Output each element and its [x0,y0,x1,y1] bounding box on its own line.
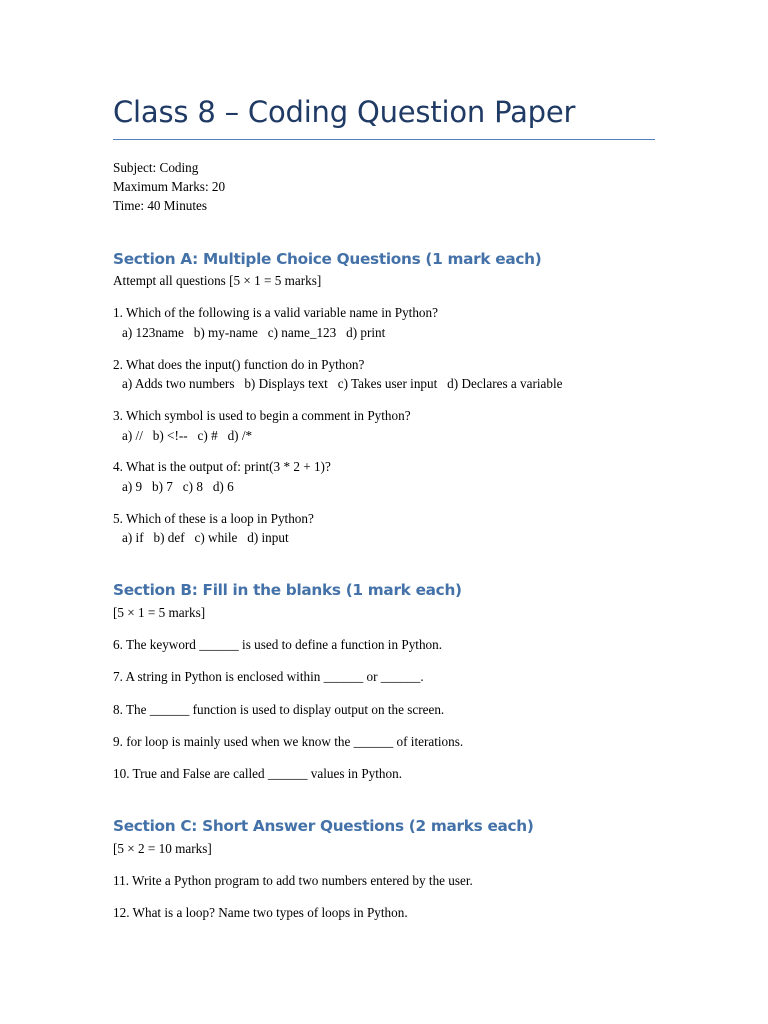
question-5-options: a) if b) def c) while d) input [122,530,289,545]
question-10: 10. True and False are called ______ values in Python. [113,766,402,781]
max-marks-line: Maximum Marks: 20 [113,179,226,194]
title-divider [113,139,655,140]
section-b-heading: Section B: Fill in the blanks (1 mark each) [113,581,462,599]
question-8: 8. The ______ function is used to display output on the screen. [113,702,445,717]
question-1-options: a) 123name b) my-name c) name_123 d) print [122,325,386,340]
question-4-options: a) 9 b) 7 c) 8 d) 6 [122,479,234,494]
question-6: 6. The keyword ______ is used to define a function in Python. [113,637,443,652]
question-2: 2. What does the input() function do in Python? [113,357,365,372]
question-3: 3. Which symbol is used to begin a comment in Python? [113,408,411,423]
question-9: 9. for loop is mainly used when we know the ______ of iterations. [113,734,464,749]
section-a-heading: Section A: Multiple Choice Questions (1 mark each) [113,250,542,268]
subject-line: Subject: Coding [113,160,199,175]
section-c-instruction: [5 × 2 = 10 marks] [113,841,212,856]
question-11: 11. Write a Python program to add two numbers entered by the user. [113,873,473,888]
section-a-instruction: Attempt all questions [5 × 1 = 5 marks] [113,273,322,288]
time-line: Time: 40 Minutes [113,198,208,213]
section-c-heading: Section C: Short Answer Questions (2 marks each) [113,817,534,835]
question-2-options: a) Adds two numbers b) Displays text c) Takes user input d) Declares a variable [122,376,563,391]
page-title: Class 8 – Coding Question Paper [113,95,576,129]
question-4: 4. What is the output of: print(3 * 2 + 1)? [113,459,331,474]
question-5: 5. Which of these is a loop in Python? [113,511,314,526]
question-1: 1. Which of the following is a valid variable name in Python? [113,305,438,320]
question-7: 7. A string in Python is enclosed within ______ or ______. [113,669,424,684]
section-b-instruction: [5 × 1 = 5 marks] [113,605,206,620]
question-12: 12. What is a loop? Name two types of loops in Python. [113,905,408,920]
question-3-options: a) // b) <!-- c) # d) /* [122,428,253,443]
